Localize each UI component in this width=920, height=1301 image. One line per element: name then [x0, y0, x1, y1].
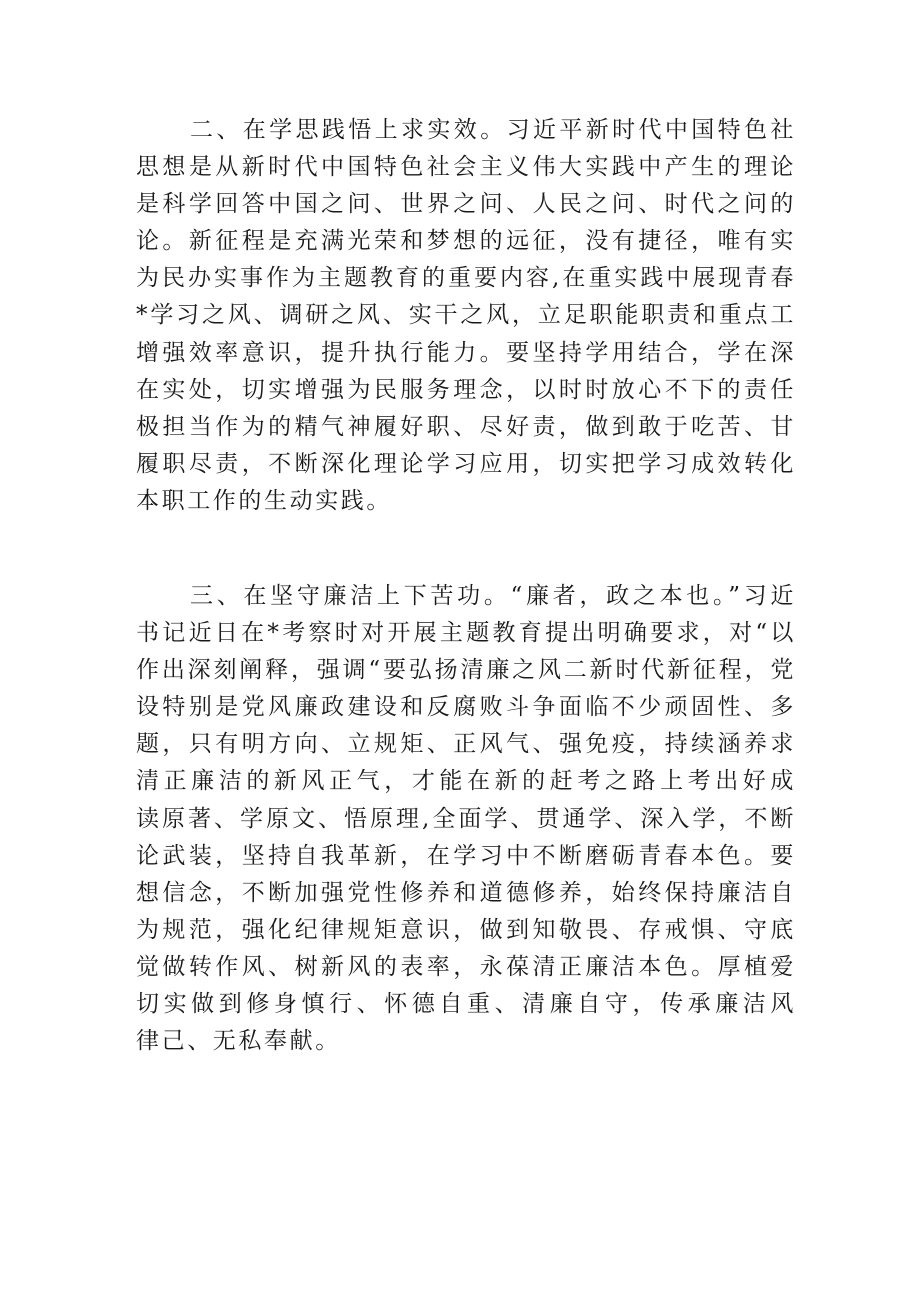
paragraph-line: 清正廉洁的新风正气，才能在新的赶考之路上考出好成 [136, 768, 796, 795]
paragraph-line: 二、在学思践悟上求实效。习近平新时代中国特色社 [190, 117, 796, 143]
paragraph-line: 切实做到修身慎行、怀德自重、清廉自守，传承廉洁风 [136, 991, 796, 1018]
paragraph-line: 觉做转作风、树新风的表率，永葆清正廉洁本色。厚植爱 [136, 953, 796, 980]
paragraph-study-practice [136, 112, 796, 520]
paragraph-line: *学习之风、调研之风、实干之风，立足职能职责和重点工 [136, 302, 796, 329]
paragraph-integrity [136, 578, 796, 1060]
paragraph-line: 书记近日在*考察时对开展主题教育提出明确要求，对“以 [136, 620, 796, 647]
paragraph-line: 论。新征程是充满光荣和梦想的远征，没有捷径，唯有实 [136, 228, 796, 255]
paragraph-line: 在实处，切实增强为民服务理念，以时时放心不下的责任 [136, 376, 796, 403]
paragraph-line: 题，只有明方向、立规矩、正风气、强免疫，持续涵养求 [136, 731, 796, 758]
paragraph-line: 想信念，不断加强党性修养和道德修养，始终保持廉洁自 [136, 879, 796, 906]
paragraph-line: 论武装，坚持自我革新，在学习中不断磨砺青春本色。要 [136, 842, 796, 869]
paragraph-line: 设特别是党风廉政建设和反腐败斗争面临不少顽固性、多 [136, 694, 796, 721]
paragraph-line: 增强效率意识，提升执行能力。要坚持学用结合，学在深 [136, 339, 796, 366]
paragraph-line: 是科学回答中国之问、世界之问、人民之问、时代之问的 [136, 191, 796, 218]
paragraph-line: 本职工作的生动实践。 [136, 487, 392, 514]
paragraph-line: 读原著、学原文、悟原理,全面学、贯通学、深入学，不断 [136, 805, 796, 832]
paragraph-line: 为规范，强化纪律规矩意识，做到知敬畏、存戒惧、守底 [136, 916, 796, 943]
paragraph-line: 律己、无私奉献。 [136, 1028, 341, 1055]
paragraph-line: 极担当作为的精气神履好职、尽好责，做到敢于吃苦、甘 [136, 413, 796, 440]
paragraph-line: 思想是从新时代中国特色社会主义伟大实践中产生的理论 [136, 154, 796, 181]
paragraph-line: 作出深刻阐释，强调“要弘扬清廉之风二新时代新征程，党 [136, 657, 796, 684]
paragraph-line: 三、在坚守廉洁上下苦功。“廉者，政之本也。”习近 [190, 583, 796, 609]
paragraph-line: 履职尽责，不断深化理论学习应用，切实把学习成效转化 [136, 450, 796, 477]
paragraph-line: 为民办实事作为主题教育的重要内容,在重实践中展现青春 [136, 265, 796, 292]
